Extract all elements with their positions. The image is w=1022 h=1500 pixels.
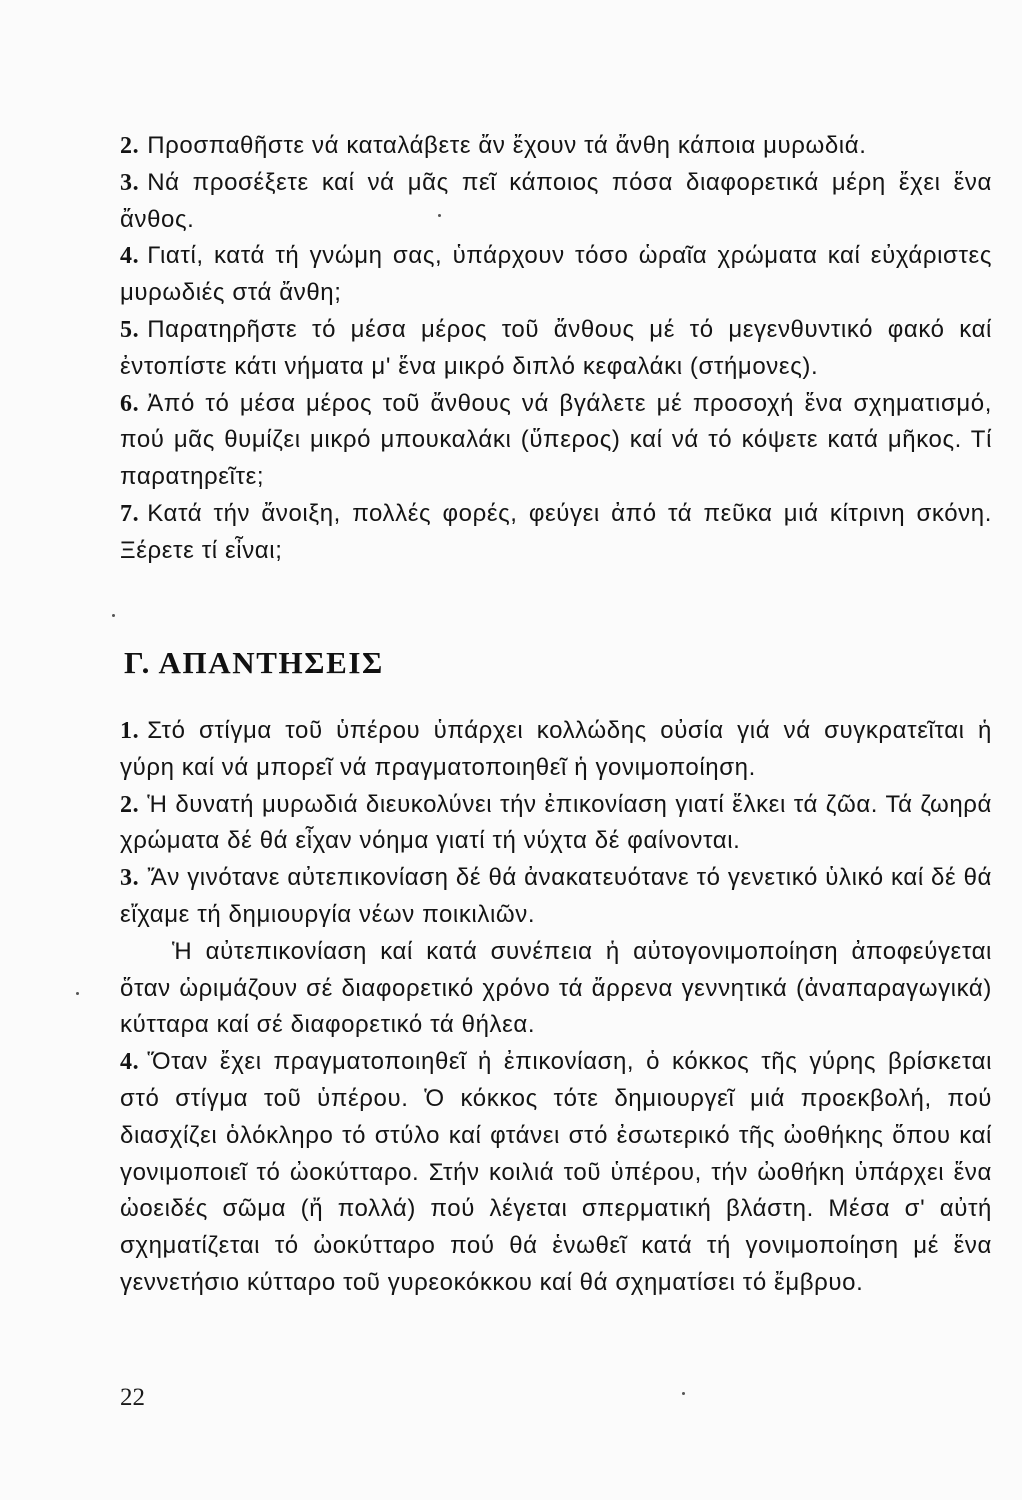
answer-text: Στό στίγμα τοῦ ὑπέρου ὑπάρχει κολλώδης οὐσία γιά νά συγκρατεῖται ἡ γύρη καί νά μπορεῖ νά πραγματοποιηθεῖ ἡ γονιμοποίηση. (120, 717, 992, 781)
question-text: Προσπαθῆστε νά καταλάβετε ἄν ἔχουν τά ἄνθη κάποια μυρωδιά. (147, 132, 867, 159)
answer-text: Ἡ δυνατή μυρωδιά διευκολύνει τήν ἐπικονίαση γιατί ἕλκει τά ζῶα. Τά ζωηρά χρώματα δέ θά εἶχαν νόημα γιατί τή νύχτα δέ φαίνονται. (120, 790, 992, 855)
answer-number: 3. (120, 865, 140, 892)
question-item (120, 128, 992, 165)
answer-continuation (120, 934, 992, 1044)
answer-text: Ὅταν ἔχει πραγματοποιηθεῖ ἡ ἐπικονίαση, ὁ κόκκος τῆς γύρης βρίσκεται στό στίγμα τοῦ ὑπέρου. Ὁ κόκκος τότε δημιουργεῖ μιά προεκβολή, πού διασχίζει ὁλόκληρο τό στύλο καί φτάνει στό ἐσωτερικό τῆς ὠοθήκης ὅπου καί γονιμοποιεῖ τό ὠοκύτταρο. Στήν κοιλιά τοῦ ὑπέρου, τήν ὠοθήκη ὑπάρχει ἕνα ὠοειδές σῶμα (ἤ πολλά) πού λέγεται σπερματική βλάστη. Μέσα σ' αὐτή σχηματίζεται τό ὠοκύτταρο πού θά ἑνωθεῖ κατά τή γονιμοποίηση μέ ἕνα γεννετήσιο κύτταρο τοῦ γυρεοκόκκου καί θά σχηματίσει τό ἔμβρυο. (120, 1048, 992, 1296)
question-number: 6. (120, 390, 140, 417)
page-number: 22 (120, 1384, 145, 1411)
scan-speck (112, 614, 115, 617)
question-text: Νά προσέξετε καί νά μᾶς πεῖ κάποιος πόσα διαφορετικά μέρη ἔχει ἕνα ἄνθος. (120, 168, 992, 233)
answers-section (120, 713, 992, 1302)
question-item (120, 496, 992, 570)
answer-text: Ἄν γινότανε αὐτεπικονίαση δέ θά ἀνακατευότανε τό γενετικό ὑλικό καί δέ θά εἴχαμε τή δημιουργία νέων ποικιλιῶν. (120, 864, 992, 928)
question-number: 5. (120, 316, 140, 343)
question-item (120, 238, 992, 312)
question-number: 7. (120, 500, 140, 527)
answer-item (120, 1044, 992, 1302)
question-item (120, 165, 992, 239)
answers-heading: Γ. ΑΠΑΝΤΗΣΕΙΣ (124, 645, 384, 680)
answer-number: 4. (120, 1049, 140, 1076)
answer-item (120, 860, 992, 934)
answer-text: Ἡ αὐτεπικονίαση καί κατά συνέπεια ἡ αὐτογονιμοποίηση ἀποφεύγεται ὅταν ὡριμάζουν σέ διαφορετικό χρόνο τά ἄρρενα γεννητικά (ἀναπαραγωγικά) κύτταρα καί σέ διαφορετικό τά θήλεα. (120, 937, 992, 1039)
answer-number: 1. (120, 718, 140, 744)
answer-item (120, 787, 992, 861)
question-number: 4. (120, 243, 140, 270)
question-text: Ἀπό τό μέσα μέρος τοῦ ἄνθους νά βγάλετε μέ προσοχή ἕνα σχηματισμό, πού μᾶς θυμίζει μικρό μπουκαλάκι (ὕπερος) καί νά τό κόψετε κατά μῆκος. Τί παρατηρεῖτε; (120, 389, 992, 491)
scan-speck (682, 1392, 685, 1395)
question-item (120, 312, 992, 386)
question-number: 3. (120, 169, 140, 196)
answer-number: 2. (120, 791, 140, 818)
question-item (120, 386, 992, 496)
question-text: Γιατί, κατά τή γνώμη σας, ὑπάρχουν τόσο ὡραῖα χρώματα καί εὐχάριστες μυρωδιές στά ἄνθη; (120, 242, 992, 307)
question-number: 2. (120, 133, 140, 159)
scan-speck (76, 992, 79, 995)
questions-section (120, 128, 992, 570)
question-text: Παρατηρῆστε τό μέσα μέρος τοῦ ἄνθους μέ τό μεγενθυντικό φακό καί ἐντοπίστε κάτι νήματα μ' ἕνα μικρό διπλό κεφαλάκι (στήμονες). (120, 315, 992, 380)
question-text: Κατά τήν ἄνοιξη, πολλές φορές, φεύγει ἀπό τά πεῦκα μιά κίτρινη σκόνη. Ξέρετε τί εἶναι; (120, 499, 992, 564)
answer-item (120, 713, 992, 787)
scan-speck (438, 214, 441, 217)
